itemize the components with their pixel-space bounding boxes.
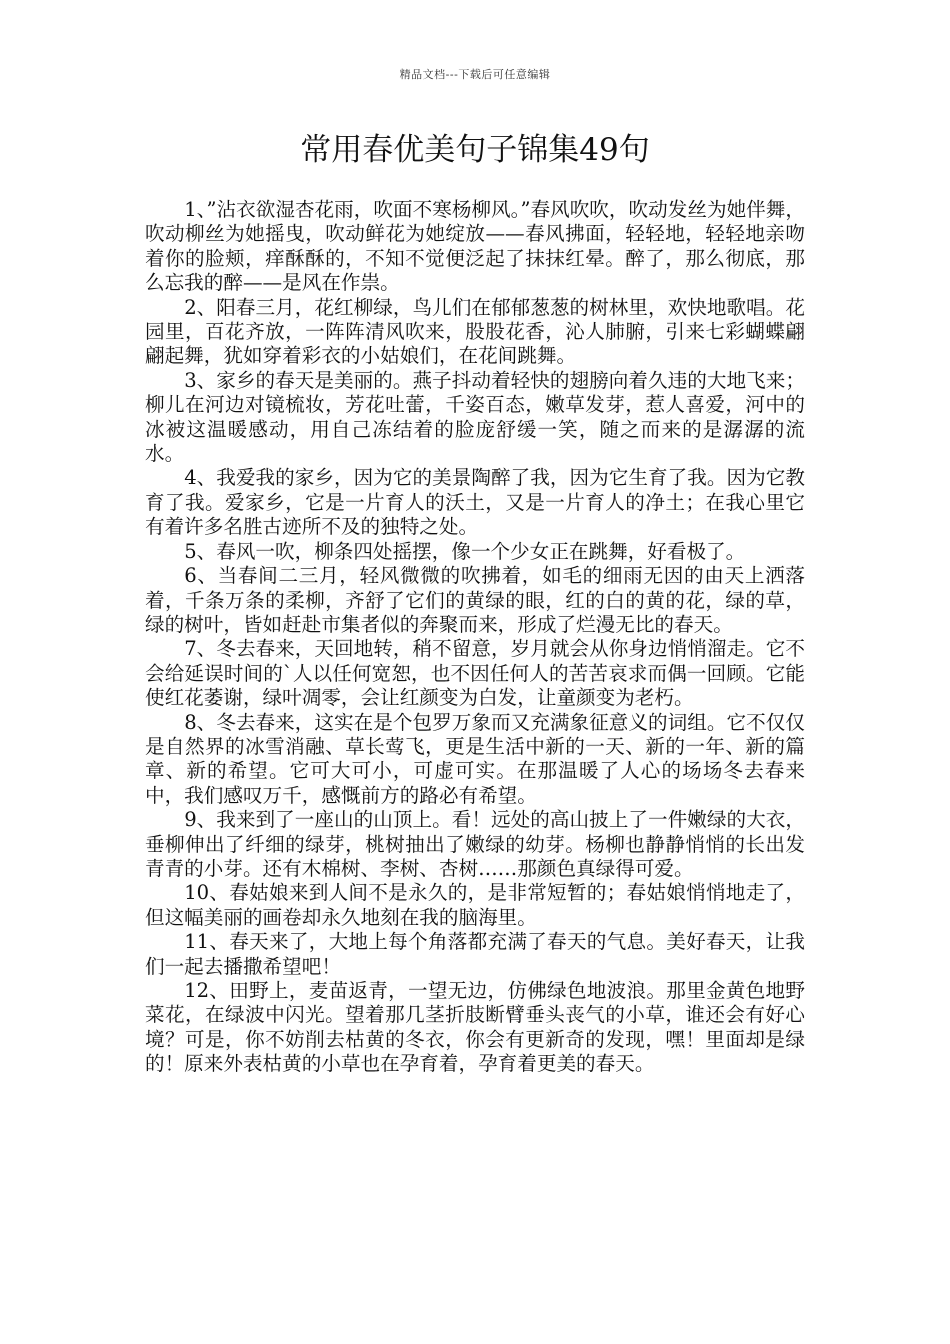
- paragraph-4: 4、我爱我的家乡，因为它的美景陶醉了我，因为它生育了我。因为它教育了我。爱家乡，它是一片育人的沃土，又是一片育人的净土；在我心里它有着许多名胜古迹所不及的独特之处。: [145, 466, 805, 539]
- paragraph-2: 2、阳春三月，花红柳绿，鸟儿们在郁郁葱葱的树林里，欢快地歌唱。花园里，百花齐放，一阵阵清风吹来，股股花香，沁人肺腑，引来七彩蝴蝶翩翩起舞，犹如穿着彩衣的小姑娘们，在花间跳舞。: [145, 295, 805, 368]
- document-body: [145, 198, 805, 1077]
- paragraph-1: 1、”沾衣欲湿杏花雨，吹面不寒杨柳风。”春风吹吹，吹动发丝为她伴舞，吹动柳丝为她摇曳，吹动鲜花为她绽放——春风拂面，轻轻地，轻轻地亲吻着你的脸颊，痒酥酥的，不知不觉便泛起了抹抹红晕。醉了，那么彻底，那么忘我的醉——是风在作祟。: [145, 198, 805, 295]
- paragraph-12: 12、田野上，麦苗返青，一望无边，仿佛绿色地波浪。那里金黄色地野菜花，在绿波中闪光。望着那几茎折肢断臂垂头丧气的小草，谁还会有好心境？可是，你不妨削去枯黄的冬衣，你会有更新奇的发现，嘿！里面却是绿的！原来外表枯黄的小草也在孕育着，孕育着更美的春天。: [145, 979, 805, 1076]
- paragraph-11: 11、春天来了，大地上每个角落都充满了春天的气息。美好春天，让我们一起去播撒希望吧！: [145, 930, 805, 978]
- paragraph-10: 10、春姑娘来到人间不是永久的，是非常短暂的；春姑娘悄悄地走了，但这幅美丽的画卷却永久地刻在我的脑海里。: [145, 881, 805, 929]
- paragraph-9: 9、我来到了一座山的山顶上。看！远处的高山披上了一件嫩绿的大衣，垂柳伸出了纤细的绿芽，桃树抽出了嫩绿的幼芽。杨柳也静静悄悄的长出发青青的小芽。还有木棉树、李树、杏树……那颜色真绿得可爱。: [145, 808, 805, 880]
- header-note: 精品文档---下载后可任意编辑: [399, 68, 551, 81]
- paragraph-6: 6、当春间二三月，轻风微微的吹拂着，如毛的细雨无因的由天上洒落着，千条万条的柔柳，齐舒了它们的黄绿的眼，红的白的黄的花，绿的草，绿的树叶，皆如赶赴市集者似的奔聚而来，形成了烂漫无比的春天。: [145, 564, 805, 636]
- paragraph-7: 7、冬去春来，天回地转，稍不留意，岁月就会从你身边悄悄溜走。它不会给延误时间的`人以任何宽恕，也不因任何人的苦苦哀求而偶一回顾。它能使红花萎谢，绿叶凋零，会让红颜变为白发，让童颜变为老朽。: [145, 637, 805, 710]
- paragraph-3: 3、家乡的春天是美丽的。燕子抖动着轻快的翅膀向着久违的大地飞来；柳儿在河边对镜梳妆，芳花吐蕾，千姿百态，嫩草发芽，惹人喜爱，河中的冰被这温暖感动，用自己冻结着的脸庞舒缓一笑，随之而来的是潺潺的流水。: [145, 368, 805, 466]
- document-title: 常用春优美句子锦集49句: [300, 132, 650, 168]
- paragraph-5: 5、春风一吹，柳条四处摇摆，像一个少女正在跳舞，好看极了。: [184, 539, 746, 563]
- paragraph-8: 8、冬去春来，这实在是个包罗万象而又充满象征意义的词组。它不仅仅是自然界的冰雪消融、草长莺飞，更是生活中新的一天、新的一年、新的篇章、新的希望。它可大可小，可虚可实。在那温暖了人心的场场冬去春来中，我们感叹万千，感慨前方的路必有希望。: [145, 710, 805, 807]
